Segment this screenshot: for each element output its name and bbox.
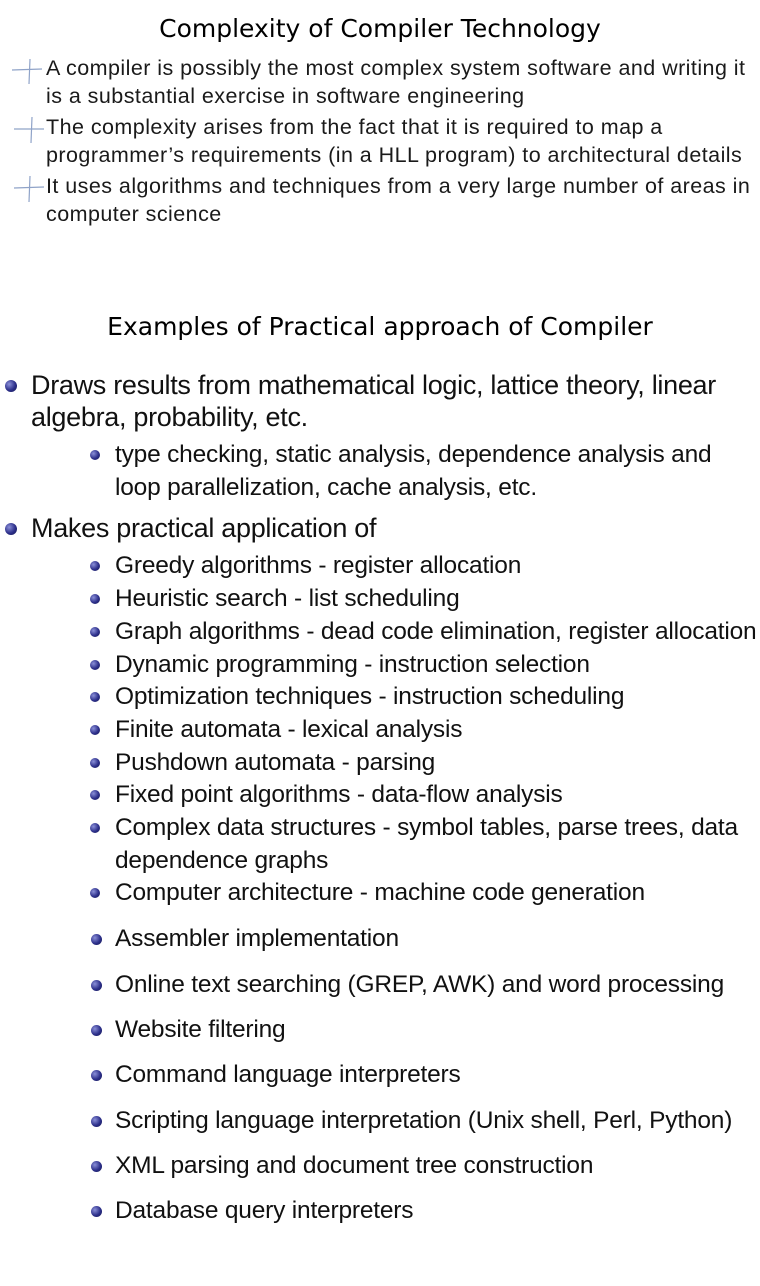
sub-list-item (31, 923, 760, 955)
sub-list-item (31, 812, 760, 877)
complexity-point (0, 114, 760, 169)
sub-list-item (31, 1014, 760, 1046)
sub-list-item-text: Finite automata - lexical analysis (115, 715, 463, 743)
sub-list-item-text: Dynamic programming - instruction selection (115, 650, 590, 678)
list-item (0, 369, 760, 504)
sub-list-item (31, 616, 760, 649)
bullet-icon (90, 725, 100, 735)
sub-list-item (31, 877, 760, 910)
bullet-icon (91, 1116, 102, 1127)
sub-list-item-text: Heuristic search - list scheduling (115, 585, 460, 613)
sub-list-item (31, 1195, 760, 1227)
sub-list-item (31, 714, 760, 747)
complexity-points-list (0, 55, 760, 232)
bullet-icon (90, 692, 100, 702)
bullet-icon (91, 934, 102, 945)
sub-list-item (31, 1059, 760, 1091)
bullet-icon (90, 660, 100, 670)
sub-list-item-text: Optimization techniques - instruction scheduling (115, 683, 625, 711)
examples-list (0, 369, 760, 1227)
bullet-icon (91, 1070, 102, 1081)
list-item-text: Makes practical application of (31, 513, 377, 544)
bullet-icon (90, 561, 100, 571)
sub-list (31, 550, 760, 1227)
sub-list-item-text: Fixed point algorithms - data-flow analysis (115, 781, 563, 809)
bullet-icon (90, 790, 100, 800)
complexity-point-text: A compiler is possibly the most complex system software and writing it is a substantial exercise in software engineering (46, 56, 746, 108)
list-item (0, 512, 760, 1227)
plus-bullet-icon (12, 174, 44, 204)
sub-list-item-text: Pushdown automata - parsing (115, 748, 436, 776)
bullet-icon (91, 1206, 102, 1217)
plus-bullet-icon (12, 56, 44, 86)
sub-list-item-text: Website filtering (115, 1016, 286, 1044)
sub-list-item (31, 1150, 760, 1182)
sub-list-item (31, 439, 760, 504)
sub-list-item-text: Database query interpreters (115, 1197, 414, 1225)
list-item-text: Draws results from mathematical logic, lattice theory, linear algebra, probability, etc. (31, 370, 716, 432)
bullet-icon (91, 1025, 102, 1036)
bullet-icon (90, 888, 100, 898)
bullet-icon (5, 523, 17, 535)
sub-list-item (31, 583, 760, 616)
bullet-icon (90, 450, 100, 460)
sub-list-item (31, 1105, 760, 1137)
bullet-icon (90, 594, 100, 604)
complexity-point (0, 55, 760, 110)
bullet-icon (90, 758, 100, 768)
complexity-point-text: The complexity arises from the fact that it is required to map a programmer’s requirements (in a HLL program) to architectural details (46, 115, 743, 167)
sub-list-item-text: Command language interpreters (115, 1061, 461, 1089)
sub-list-item-text: Scripting language interpretation (Unix shell, Perl, Python) (115, 1106, 733, 1134)
sub-list-item-text: Complex data structures - symbol tables, parse trees, data dependence graphs (115, 814, 738, 874)
sub-list-item-text: Assembler implementation (115, 925, 399, 953)
sub-list-item (31, 550, 760, 583)
bullet-icon (90, 823, 100, 833)
plus-bullet-icon (12, 115, 44, 145)
sub-list-item-text: Online text searching (GREP, AWK) and word processing (115, 970, 724, 998)
sub-list-item (31, 649, 760, 682)
sub-list-item-text: Graph algorithms - dead code elimination, register allocation (115, 617, 757, 645)
bullet-icon (5, 380, 17, 392)
bullet-icon (90, 627, 100, 637)
sub-list-item-text: XML parsing and document tree construction (115, 1151, 594, 1179)
bullet-icon (91, 980, 102, 991)
complexity-point (0, 173, 760, 228)
sub-list-item-text: Computer architecture - machine code generation (115, 879, 645, 907)
complexity-point-text: It uses algorithms and techniques from a very large number of areas in computer science (46, 174, 751, 226)
sub-list-item-text: type checking, static analysis, dependence analysis and loop parallelization, cache analysis, etc. (115, 441, 712, 501)
bullet-icon (91, 1161, 102, 1172)
sub-list-item (31, 779, 760, 812)
sub-list-item (31, 747, 760, 780)
sub-list-item (31, 681, 760, 714)
slide-title-complexity: Complexity of Compiler Technology (159, 14, 601, 43)
slide-title-examples: Examples of Practical approach of Compiler (107, 312, 653, 341)
sub-list-item-text: Greedy algorithms - register allocation (115, 552, 522, 580)
sub-list (31, 439, 760, 504)
sub-list-item (31, 969, 760, 1001)
